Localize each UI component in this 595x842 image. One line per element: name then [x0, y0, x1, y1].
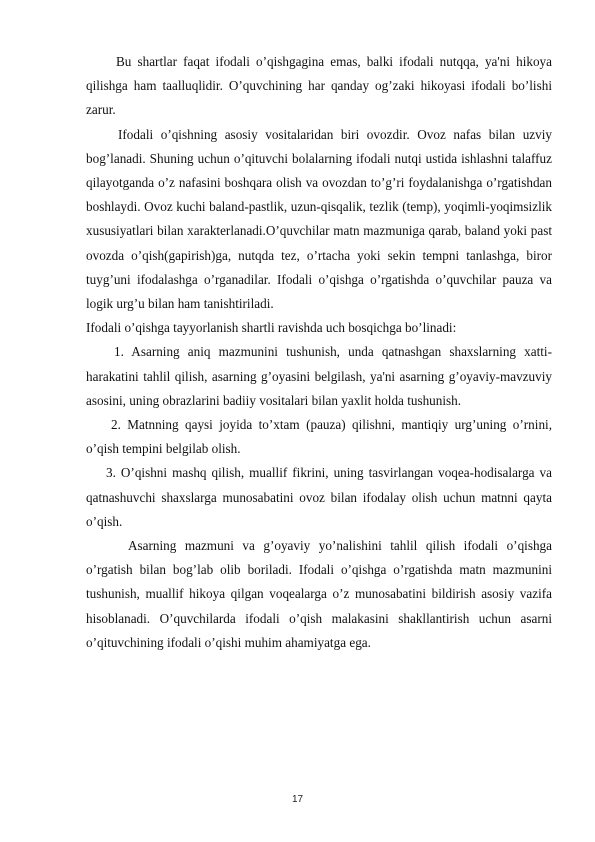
paragraph-analysis: Asarning mazmuni va g’oyaviy yo’nalishini tahlil qilish ifodali o’qishga o’rgatish bilan bog’lab olib boriladi. Ifodali o’qishga o’rgatishda matn mazmunini tushunish, muallif hikoya qilgan voqealarga o’z munosabatini bildirish asosiy vazifa hisoblanadi. O’quvchilarda ifodali o’qish malakasini shakllantirish uchun asarni o’qituvchining ifodali o’qishi muhim ahamiyatga ega.	[86, 538, 552, 650]
list-item-stage-2: 2. Matnning qaysi joyida to’xtam (pauza) qilishni, mantiqiy urg’uning o’rnini, o’qish tempini belgilab olish.	[86, 417, 552, 457]
list-item-stage-3: 3. O’qishni mashq qilish, muallif fikrini, uning tasvirlangan voqea-hodisalarga va qatnashuvchi shaxslarga munosabatini ovoz bilan ifodalay olish uchun matnni qayta o’qish.	[86, 465, 552, 529]
list-item-stage-1: 1. Asarning aniq mazmunini tushunish, unda qatnashgan shaxslarning xatti-harakatini tahlil qilish, asarning g’oyasini belgilash, ya'ni asarning g’oyaviy-mavzuviy asosini, uning obrazlarini badiiy vositalari bilan yaxlit holda tushunish.	[86, 344, 552, 408]
paragraph-voice: Ifodali o’qishning asosiy vositalaridan biri ovozdir. Ovoz nafas bilan uzviy bog’lanadi. Shuning uchun o’qituvchi bolalarning ifodali nutqi ustida ishlashni talaffuz qilayotganda o’z nafasini boshqara olish va ovozdan to’g’ri foydalanishga o’rgatishdan boshlaydi. Ovoz kuchi baland-pastlik, uzun-qisqalik, tezlik (temp), yoqimli-yoqimsizlik xususiyatlari bilan xarakterlanadi.O’quvchilar matn mazmuniga qarab, baland yoki past ovozda o’qish(gapirish)ga, nutqda tez, o’rtacha yoki sekin tempni tanlashga, biror tuyg’uni ifodalashga o’rganadilar. Ifodali o’qishga o’rgatishda o’quvchilar pauza va logik urg’u bilan ham tanishtiriladi.	[86, 126, 552, 312]
paragraph-stages-intro: Ifodali o’qishga tayyorlanish shartli ravishda uch bosqichga bo’linadi:	[86, 320, 457, 336]
page-number: 17	[291, 794, 304, 805]
document-body	[86, 50, 552, 655]
paragraph-conditions: Bu shartlar faqat ifodali o’qishgagina emas, balki ifodali nutqqa, ya'ni hikoya qilishga ham taalluqlidir. O’quvchining har qanday og’zaki hikoyasi ifodali bo’lishi zarur.	[86, 54, 552, 118]
